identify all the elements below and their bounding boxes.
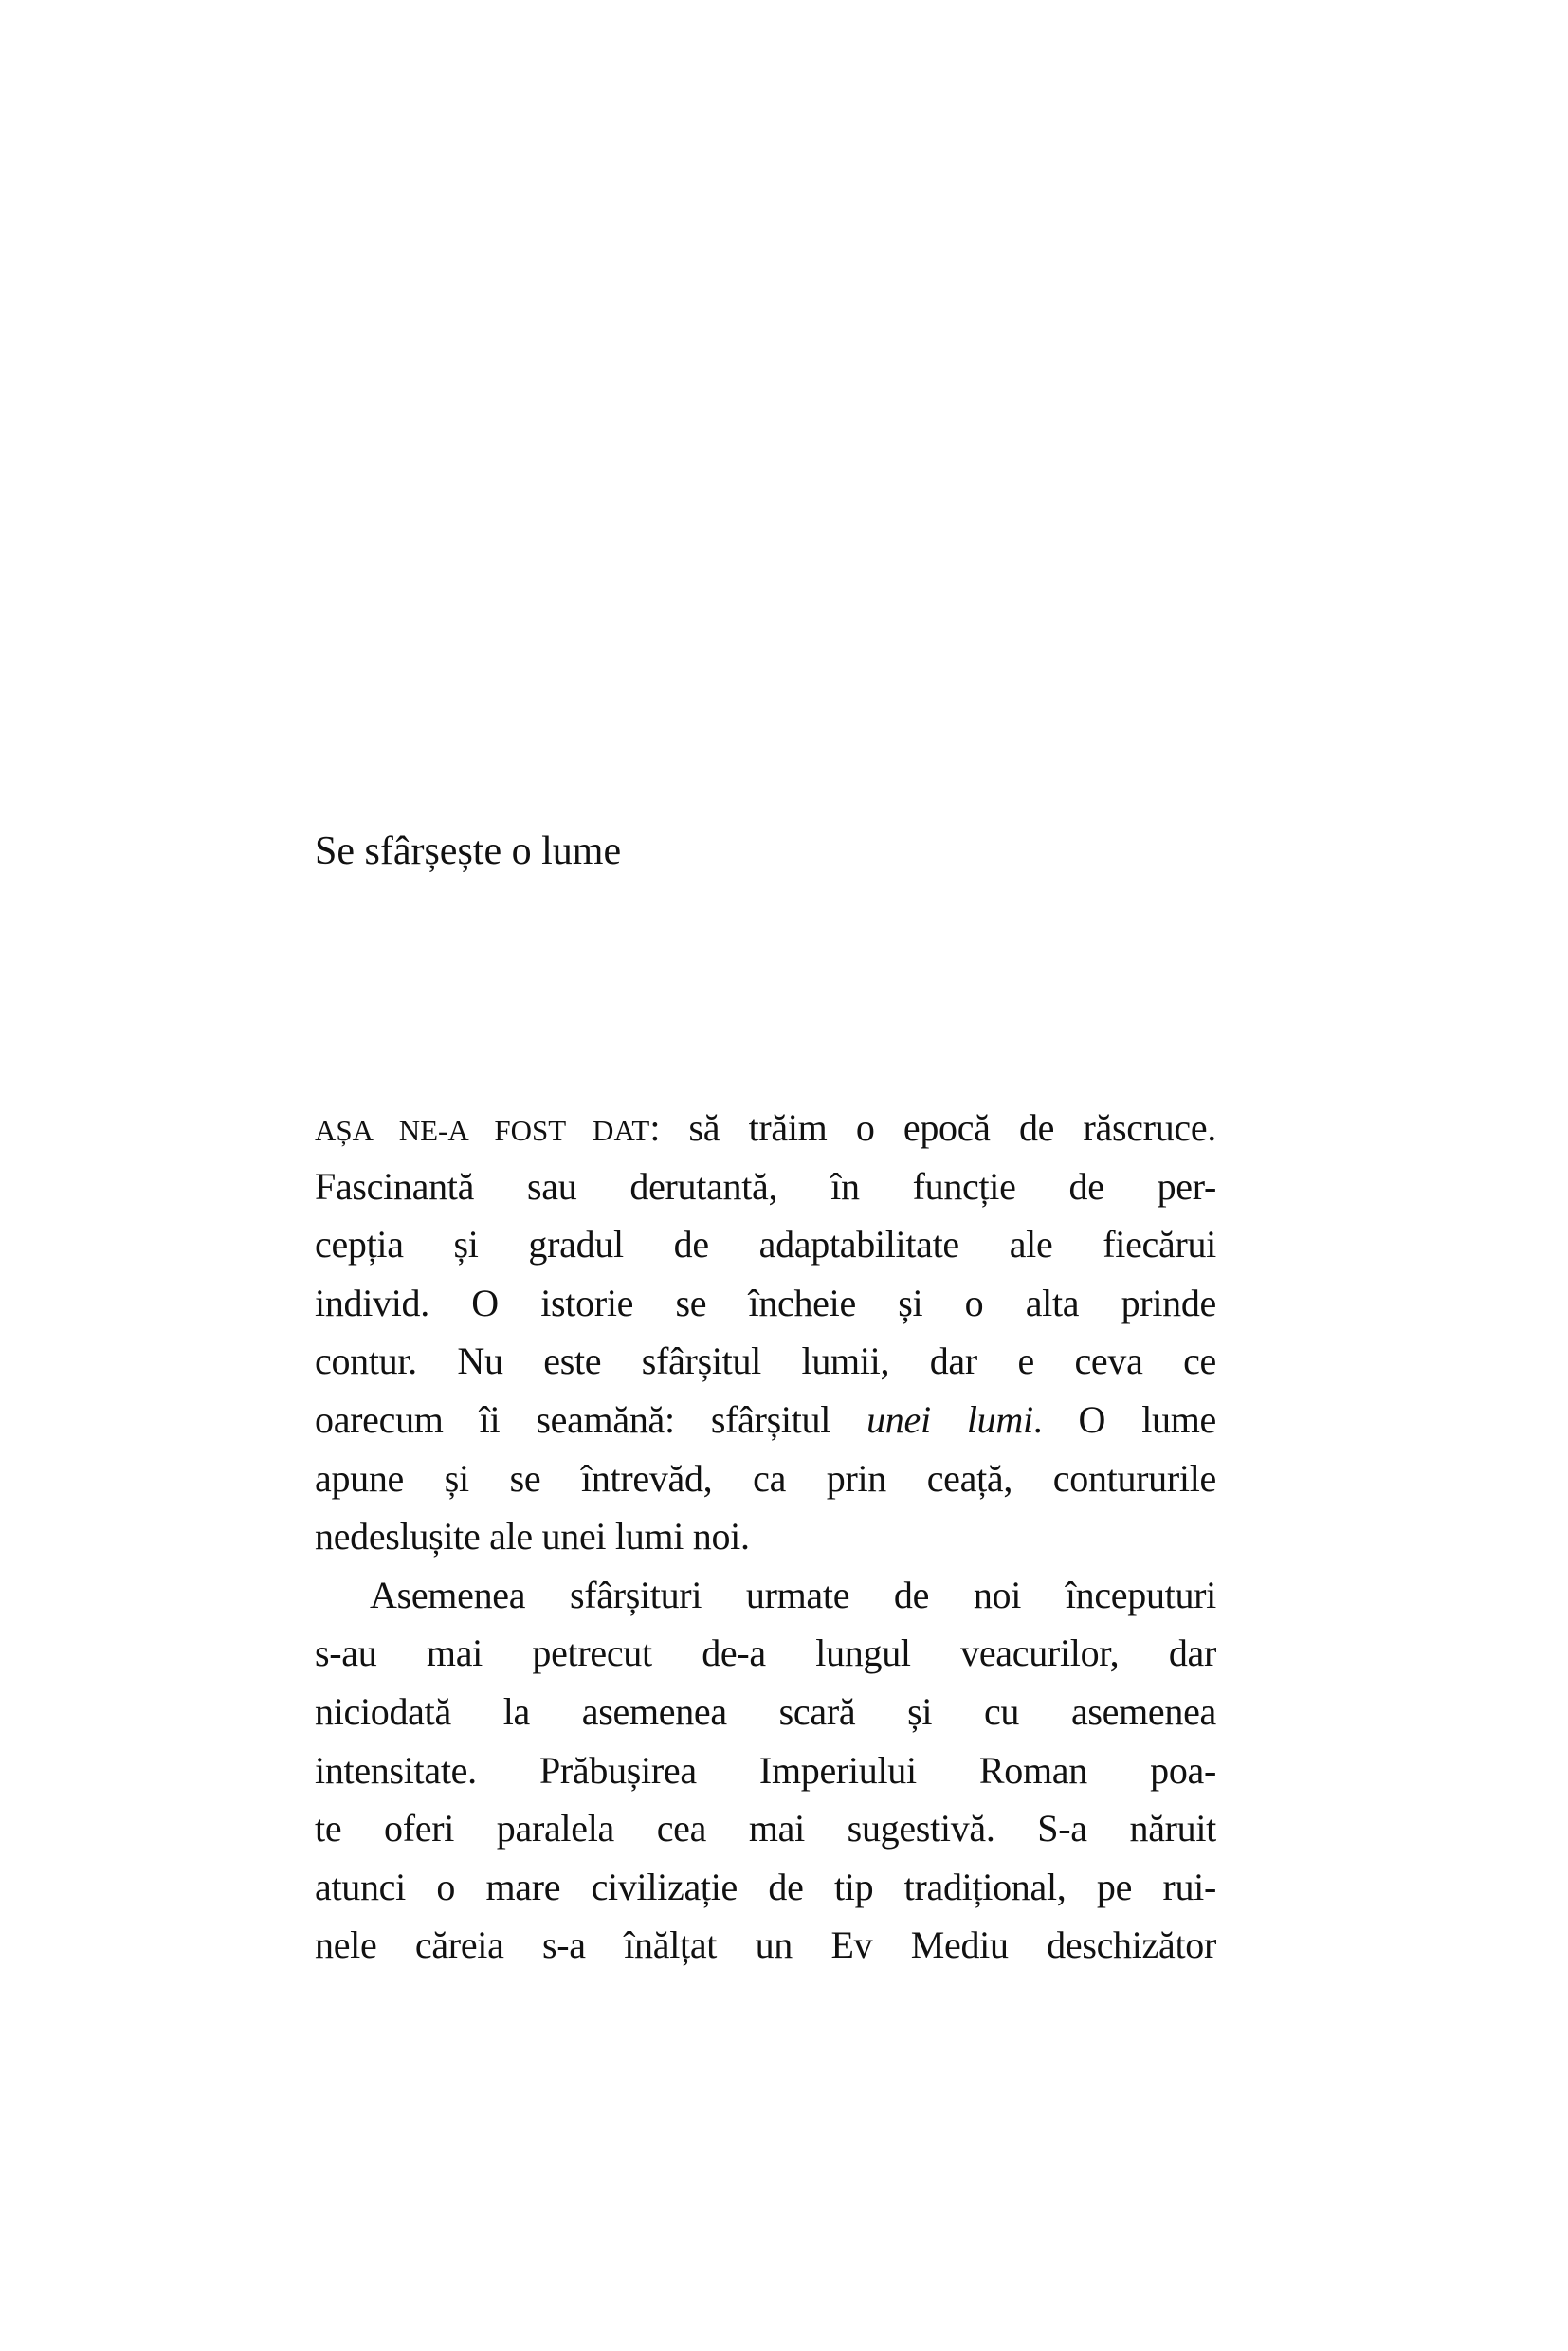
- small-caps-lead: AȘA NE-A FOST DAT: [315, 1114, 650, 1147]
- text-line: apune și se întrevăd, ca prin ceață, contururile: [315, 1456, 1216, 1500]
- text-line: [315, 1099, 1216, 1157]
- text-line: individ. O istorie se încheie și o alta prinde: [315, 1281, 1216, 1324]
- body-text: [315, 1099, 1216, 1975]
- text-segment: . O lume: [1032, 1397, 1217, 1441]
- text-line: [315, 1391, 1216, 1449]
- text-line: niciodată la asemenea scară și cu asemenea: [315, 1689, 1216, 1733]
- text-line: te oferi paralela cea mai sugestivă. S-a năruit: [315, 1807, 1216, 1850]
- text-segment: oarecum îi seamănă: sfârșitul: [315, 1397, 867, 1441]
- text-segment: : să trăim o epocă de răscruce.: [649, 1106, 1216, 1149]
- text-line: atunci o mare civilizație de tip tradițional, pe rui-: [315, 1865, 1216, 1908]
- text-line: contur. Nu este sfârșitul lumii, dar e ceva ce: [315, 1340, 1216, 1383]
- text-line: Fascinantă sau derutantă, în funcție de per-: [315, 1164, 1216, 1208]
- text-line: nedeslușite ale unei lumi noi.: [315, 1515, 750, 1558]
- text-line: nele căreia s-a înălțat un Ev Mediu deschizător: [315, 1923, 1216, 1967]
- text-line: cepția și gradul de adaptabilitate ale fiecărui: [315, 1223, 1216, 1267]
- text-line: Asemenea sfârșituri urmate de noi începuturi: [370, 1573, 1216, 1616]
- text-line: s-au mai petrecut de-a lungul veacurilor, dar: [315, 1631, 1216, 1675]
- paragraph-1: [315, 1099, 1216, 1566]
- paragraph-2: [315, 1566, 1216, 1975]
- chapter-title: Se sfârșește o lume: [315, 829, 622, 873]
- text-line: intensitate. Prăbușirea Imperiului Roman poa-: [315, 1748, 1216, 1792]
- italic-emphasis: unei lumi: [866, 1397, 1033, 1441]
